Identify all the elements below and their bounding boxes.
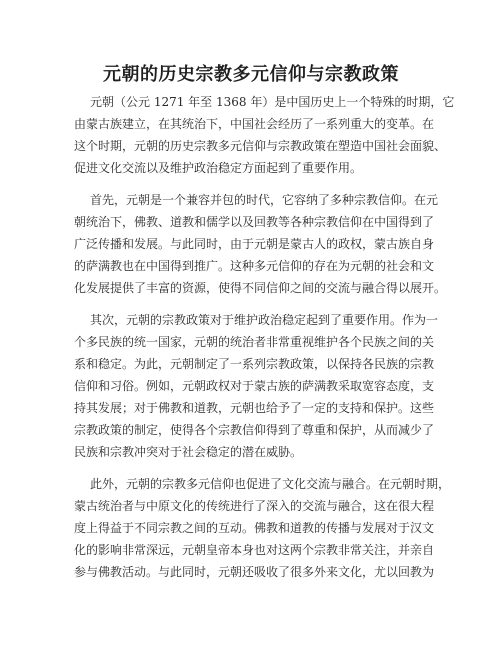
- paragraph-3-line-3: 系和稳定。为此，元朝制定了一系列宗教政策，以保持各民族的宗教: [74, 357, 435, 371]
- paragraph-3-line-6: 宗教政策的制定，使得各个宗教信仰得到了尊重和保护，从而减少了: [74, 423, 435, 437]
- paragraph-4-line-5: 参与佛教活动。与此同时，元朝还吸收了很多外来文化，尤以回教为: [74, 565, 435, 579]
- paragraph-2-line-5: 化发展提供了丰富的资源，使得不同信仰之间的交流与融合得以展开。: [74, 281, 447, 295]
- paragraph-4-line-4: 化的影响非常深远，元朝皇帝本身也对这两个宗教非常关注，并亲自: [74, 543, 435, 557]
- paragraph-1-line-2: 由蒙古族建立，在其统治下，中国社会经历了一系列重大的变革。在: [74, 117, 435, 131]
- paragraph-1-line-3: 这个时期，元朝的历史宗教多元信仰与宗教政策在塑造中国社会面貌、: [74, 139, 447, 153]
- paragraph-1-line-1: 元朝（公元 1271 年至 1368 年）是中国历史上一个特殊的时期，它: [90, 95, 455, 109]
- paragraph-2-line-3: 广泛传播和发展。与此同时，由于元朝是蒙古人的政权，蒙古族自身: [74, 237, 435, 251]
- paragraph-3-line-1: 其次，元朝的宗教政策对于维护政治稳定起到了重要作用。作为一: [90, 313, 439, 327]
- paragraph-2-line-1: 首先，元朝是一个兼容并包的时代，它容纳了多种宗教信仰。在元: [90, 193, 439, 207]
- paragraph-3-line-7: 民族和宗教冲突对于社会稳定的潜在威胁。: [74, 445, 303, 459]
- paragraph-2-line-4: 的萨满教也在中国得到推广。这种多元信仰的存在为元朝的社会和文: [74, 259, 435, 273]
- paragraph-3-line-4: 信仰和习俗。例如，元朝政权对于蒙古族的萨满教采取宽容态度，支: [74, 379, 435, 393]
- paragraph-3-line-2: 个多民族的统一国家，元朝的统治者非常重视维护各个民族之间的关: [74, 335, 435, 349]
- paragraph-4-line-1: 此外，元朝的宗教多元信仰也促进了文化交流与融合。在元朝时期，: [90, 477, 451, 491]
- paragraph-2-line-2: 朝统治下，佛教、道教和儒学以及回教等各种宗教信仰在中国得到了: [74, 215, 435, 229]
- paragraph-1-line-4: 促进文化交流以及维护政治稳定方面起到了重要作用。: [74, 161, 363, 175]
- document-title: 元朝的历史宗教多元信仰与宗教政策: [103, 64, 399, 85]
- paragraph-3-line-5: 持其发展；对于佛教和道教，元朝也给予了一定的支持和保护。这些: [74, 401, 435, 415]
- paragraph-4-line-2: 蒙古统治者与中原文化的传统进行了深入的交流与融合，这在很大程: [74, 499, 435, 513]
- paragraph-4-line-3: 度上得益于不同宗教之间的互动。佛教和道教的传播与发展对于汉文: [74, 521, 435, 535]
